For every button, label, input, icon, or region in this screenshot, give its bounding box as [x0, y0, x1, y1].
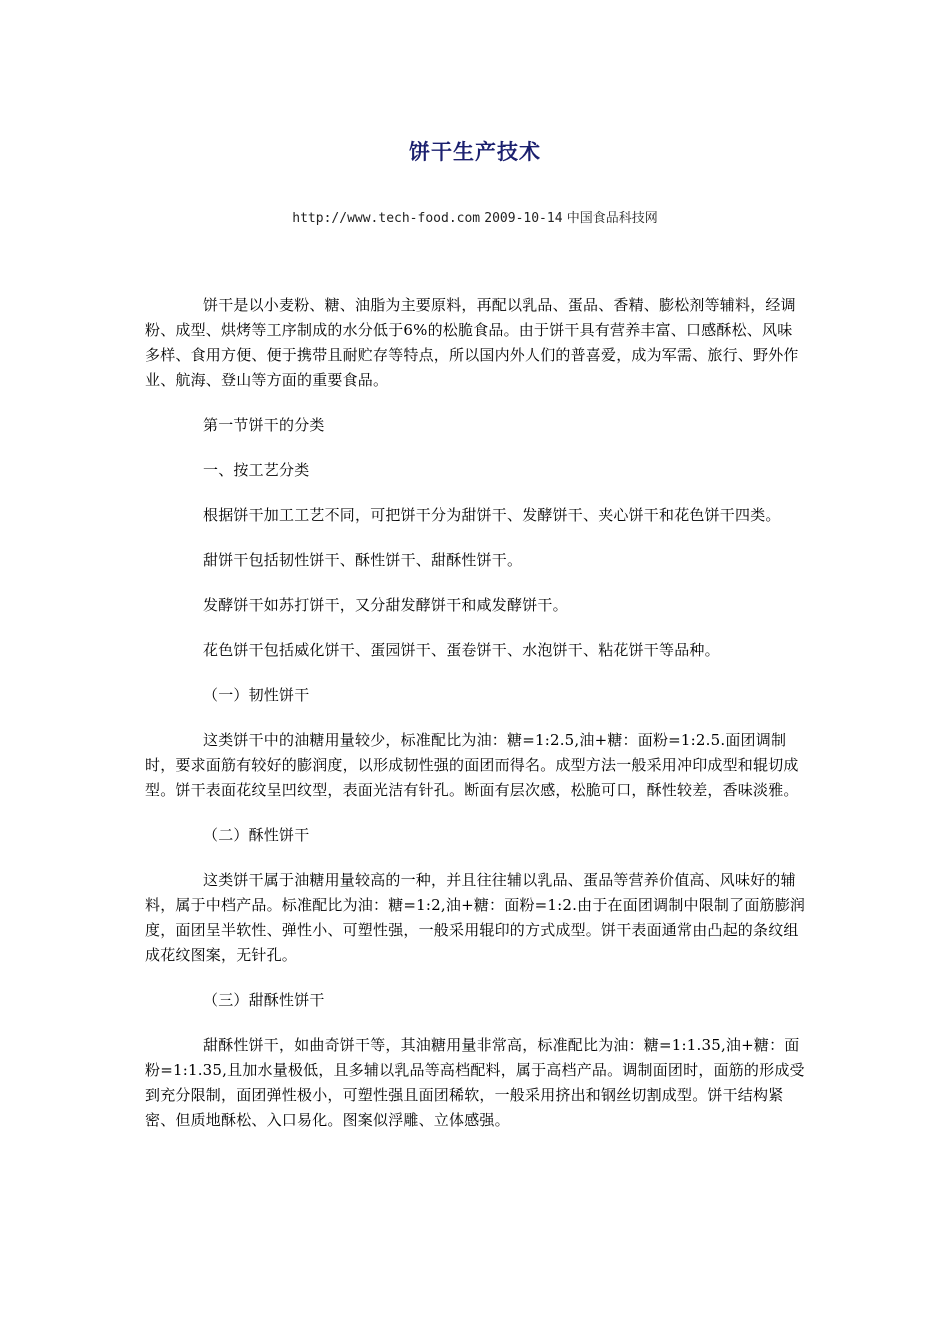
item-heading: （一）韧性饼干 — [203, 686, 310, 704]
article-body — [145, 293, 807, 1153]
paragraph: 这类饼干中的油糖用量较少，标准配比为油：糖=1:2.5,油+糖：面粉=1:2.5.面团调制时，要求面筋有较好的膨润度，以形成韧性强的面团而得名。成型方法一般采用冲印成型和辊切成型。饼干表面花纹呈凹纹型，表面光洁有针孔。断面有层次感，松脆可口，酥性较差，香味淡雅。 — [145, 731, 799, 799]
paragraph: 花色饼干包括威化饼干、蛋园饼干、蛋卷饼干、水泡饼干、粘花饼干等品种。 — [203, 641, 720, 659]
paragraph: 这类饼干属于油糖用量较高的一种，并且往往辅以乳品、蛋品等营养价值高、风味好的辅料，属于中档产品。标准配比为油：糖=1:2,油+糖：面粉=1:2.由于在面团调制中限制了面筋膨润度，面团呈半软性、弹性小、可塑性强，一般采用辊印的方式成型。饼干表面通常由凸起的条纹组成花纹图案，无针孔。 — [145, 871, 806, 964]
paragraph: 根据饼干加工工艺不同，可把饼干分为甜饼干、发酵饼干、夹心饼干和花色饼干四类。 — [203, 506, 781, 524]
item-heading: （二）酥性饼干 — [203, 826, 310, 844]
paragraph: 甜饼干包括韧性饼干、酥性饼干、甜酥性饼干。 — [203, 551, 523, 569]
article-meta — [0, 207, 950, 226]
subsection-heading: 一、按工艺分类 — [203, 461, 310, 479]
source-url: http://www.tech-food.com — [292, 211, 481, 226]
paragraph: 发酵饼干如苏打饼干，又分甜发酵饼干和咸发酵饼干。 — [203, 596, 568, 614]
paragraph: 甜酥性饼干，如曲奇饼干等，其油糖用量非常高，标准配比为油：糖=1:1.35,油+糖：面粉=1:1.35,且加水量极低，且多辅以乳品等高档配料，属于高档产品。调制面团时，面筋的形成受到充分限制，面团弹性极小，可塑性强且面团稀软，一般采用挤出和钢丝切割成型。饼干结构紧密、但质地酥松、入口易化。图案似浮雕、立体感强。 — [145, 1036, 805, 1129]
source-name: 中国食品科技网 — [566, 211, 658, 226]
item-heading: （三）甜酥性饼干 — [203, 991, 325, 1009]
intro-paragraph: 饼干是以小麦粉、糖、油脂为主要原料，再配以乳品、蛋品、香精、膨松剂等辅料，经调粉、成型、烘烤等工序制成的水分低于6%的松脆食品。由于饼干具有营养丰富、口感酥松、风味多样、食用方便、便于携带且耐贮存等特点，所以国内外人们的普喜爱，成为军需、旅行、野外作业、航海、登山等方面的重要食品。 — [145, 296, 799, 389]
publish-date: 2009-10-14 — [484, 211, 563, 226]
section-heading: 第一节饼干的分类 — [203, 416, 325, 434]
page-title: 饼干生产技术 — [409, 139, 541, 164]
